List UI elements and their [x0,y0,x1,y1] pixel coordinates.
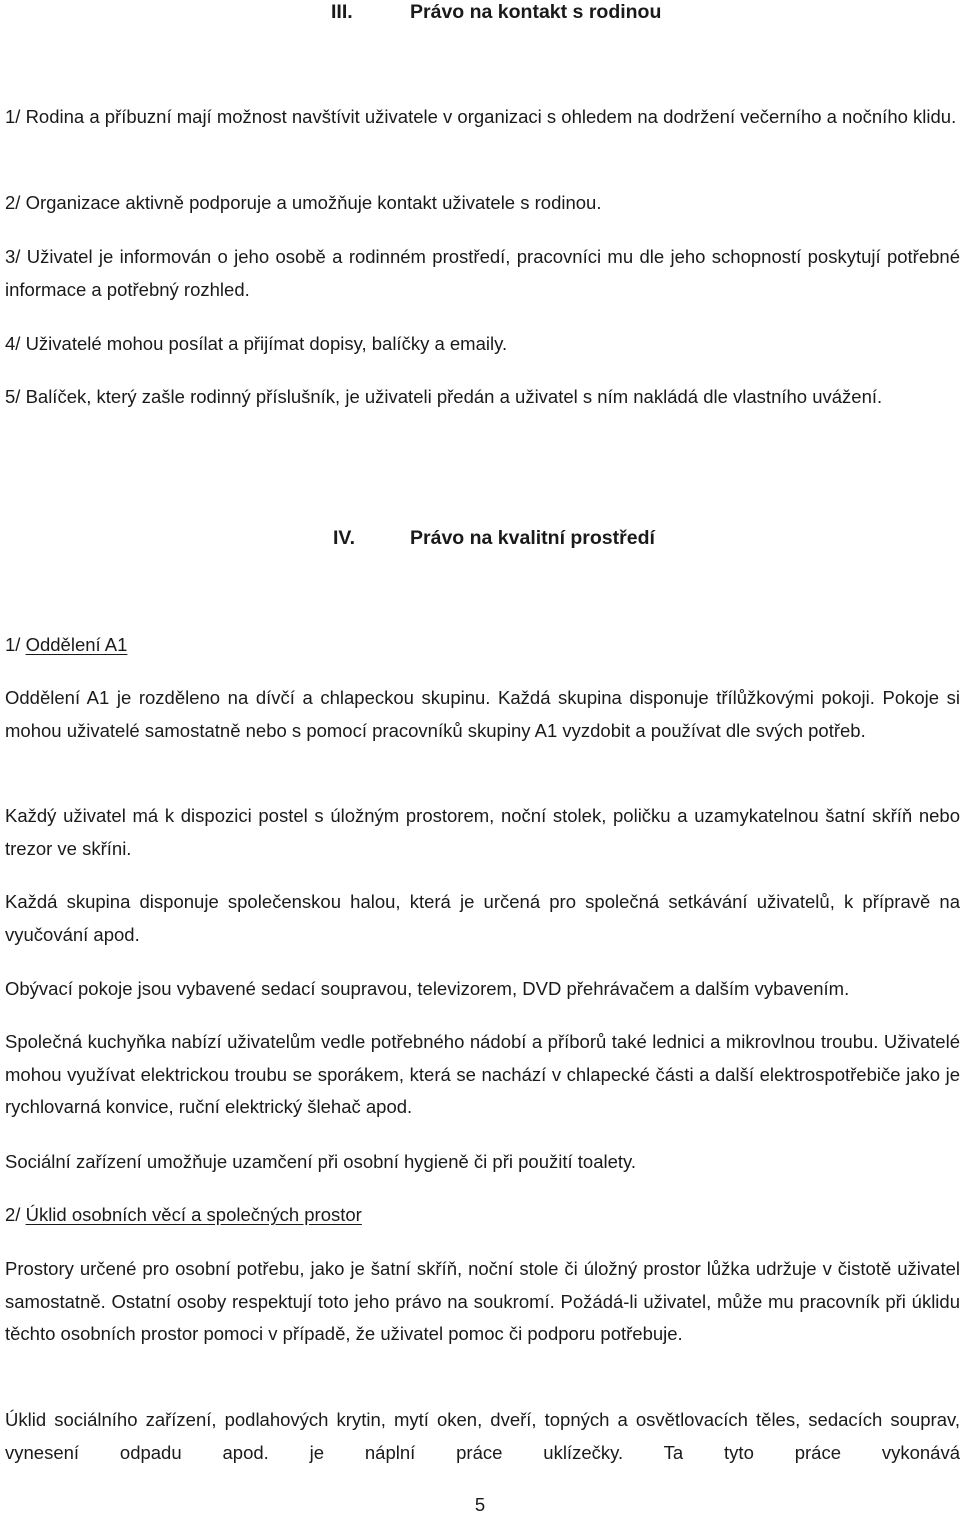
subsection-1-heading [5,629,127,662]
section-4-paragraph-4: Obývací pokoje jsou vybavené sedací soupravou, televizorem, DVD přehrávačem a dalším vybavením. [5,978,850,999]
section-3-number: III. [331,1,353,23]
section-4-paragraph-3: Každá skupina disponuje společenskou halou, která je určená pro společná setkávání uživatelů, k přípravě na vyučování apod. [5,891,960,945]
section-4-paragraph-6: Sociální zařízení umožňuje uzamčení při osobní hygieně či při použití toalety. [5,1151,637,1172]
section-3-paragraph-3: 3/ Uživatel je informován o jeho osobě a rodinném prostředí, pracovníci mu dle jeho schopností poskytují potřebné informace a potřebný rozhled. [5,246,960,300]
section-3-paragraph-1: 1/ Rodina a příbuzní mají možnost navštívit uživatele v organizaci s ohledem na dodržení večerního a nočního klidu. [5,106,957,127]
subsection-2-heading [5,1199,362,1232]
subsection-2-prefix: 2/ [5,1204,26,1225]
section-3-paragraph-5: 5/ Balíček, který zašle rodinný příslušník, je uživateli předán a uživatel s ním nakládá dle vlastního uvážení. [5,386,883,407]
section-4-title: Právo na kvalitní prostředí [410,527,655,549]
section-4-paragraph-7: Prostory určené pro osobní potřebu, jako je šatní skříň, noční stole či úložný prostor lůžka udržuje v čistotě uživatel samostatně. Ostatní osoby respektují toto jeho právo na soukromí. Požádá-li uživatel, může mu pracovník při úklidu těchto osobních prostor pomoci v případě, že uživatel pomoc či podporu potřebuje. [5,1258,960,1344]
section-3-paragraph-2: 2/ Organizace aktivně podporuje a umožňuje kontakt uživatele s rodinou. [5,192,602,213]
page-number: 5 [474,1494,486,1515]
subsection-1-prefix: 1/ [5,634,26,655]
section-3-paragraph-4: 4/ Uživatelé mohou posílat a přijímat dopisy, balíčky a emaily. [5,333,508,354]
section-4-paragraph-1: Oddělení A1 je rozděleno na dívčí a chlapeckou skupinu. Každá skupina disponuje třílůžkovými pokoji. Pokoje si mohou uživatelé samostatně nebo s pomocí pracovníků skupiny A1 vyzdobit a používat dle svých potřeb. [5,687,960,741]
section-4-paragraph-8: Úklid sociálního zařízení, podlahových krytin, mytí oken, dveří, topných a osvětlovacích těles, sedacích souprav, vynesení odpadu apod. je náplní práce uklízečky. Ta tyto práce vykonává [5,1409,960,1463]
section-4-number: IV. [333,527,356,549]
section-4-paragraph-5: Společná kuchyňka nabízí uživatelům vedle potřebného nádobí a příborů také lednici a mikrovlnou troubu. Uživatelé mohou využívat elektrickou troubu se sporákem, která se nachází v chlapecké části a další elektrospotřebiče jako je rychlovarná konvice, ruční elektrický šlehač apod. [5,1031,960,1117]
subsection-2-title: Úklid osobních věcí a společných prostor [25,1204,362,1225]
subsection-1-title: Oddělení A1 [25,634,128,655]
section-4-paragraph-2: Každý uživatel má k dispozici postel s úložným prostorem, noční stolek, poličku a uzamykatelnou šatní skříň nebo trezor ve skříni. [5,805,960,859]
section-3-title: Právo na kontakt s rodinou [410,1,662,23]
